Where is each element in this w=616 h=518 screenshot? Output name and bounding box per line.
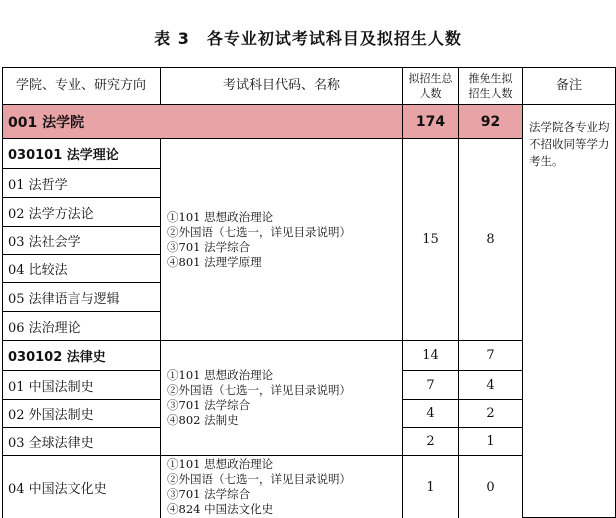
school-planned: 174 xyxy=(403,105,459,139)
direction-exempt: 1 xyxy=(459,428,523,456)
direction-row: 02 法学方法论 xyxy=(2,198,161,227)
subject-line: ②外国语（七选一，详见目录说明） xyxy=(167,383,351,397)
direction-row: 02 外国法制史 xyxy=(2,400,161,428)
header-exempt: 推免生拟招生人数 xyxy=(459,67,523,105)
major-030102: 030102 法律史 xyxy=(2,341,161,371)
major-030101: 030101 法学理论 xyxy=(2,139,161,169)
direction-planned: 7 xyxy=(403,371,459,400)
direction4-planned: 1 xyxy=(403,456,459,518)
direction-planned: 4 xyxy=(403,400,459,428)
direction-row: 06 法治理论 xyxy=(2,312,161,341)
subject-line: ④824 中国法文化史 xyxy=(167,502,274,516)
header-college: 学院、专业、研究方向 xyxy=(2,67,161,105)
major2-planned: 14 xyxy=(403,341,459,371)
subject-line: ②外国语（七选一，详见目录说明） xyxy=(167,472,351,486)
subject-line: ④801 法理学原理 xyxy=(167,254,262,269)
direction-exempt: 4 xyxy=(459,371,523,400)
enrollment-table xyxy=(2,67,616,518)
direction4-subjects xyxy=(161,456,403,518)
subject-line: ②外国语（七选一，详见目录说明） xyxy=(167,224,351,239)
header-subjects: 考试科目代码、名称 xyxy=(161,67,403,105)
direction-row: 04 比较法 xyxy=(2,255,161,283)
direction-row: 05 法律语言与逻辑 xyxy=(2,283,161,312)
school-exempt: 92 xyxy=(459,105,523,139)
table-title: 表 3 各专业初试考试科目及拟招生人数 xyxy=(154,29,462,48)
major1-exempt: 8 xyxy=(459,139,523,341)
direction-exempt: 2 xyxy=(459,400,523,428)
subject-line: ①101 思想政治理论 xyxy=(167,457,274,471)
direction-row: 01 中国法制史 xyxy=(2,371,161,400)
major1-planned: 15 xyxy=(403,139,459,341)
subject-line: ①101 思想政治理论 xyxy=(167,368,274,382)
major1-subjects xyxy=(161,139,403,341)
subject-line: ③701 法学综合 xyxy=(167,487,251,501)
subject-line: ③701 法学综合 xyxy=(167,398,251,412)
subject-line: ①101 思想政治理论 xyxy=(167,209,274,224)
header-planned: 拟招生总人数 xyxy=(403,67,459,105)
header-note: 备注 xyxy=(523,67,616,105)
direction-row: 01 法哲学 xyxy=(2,169,161,198)
subject-line: ③701 法学综合 xyxy=(167,239,251,254)
note-text: 法学院各专业均不招收同等学力考生。 xyxy=(523,105,616,518)
direction-planned: 2 xyxy=(403,428,459,456)
direction-row: 04 中国法文化史 xyxy=(2,456,161,518)
subject-line: ④802 法制史 xyxy=(167,413,239,427)
direction4-exempt: 0 xyxy=(459,456,523,518)
direction-row: 03 法社会学 xyxy=(2,227,161,255)
school-name: 001 法学院 xyxy=(2,105,403,139)
direction-row: 03 全球法律史 xyxy=(2,428,161,456)
major2-exempt: 7 xyxy=(459,341,523,371)
major2-subjects xyxy=(161,341,403,456)
